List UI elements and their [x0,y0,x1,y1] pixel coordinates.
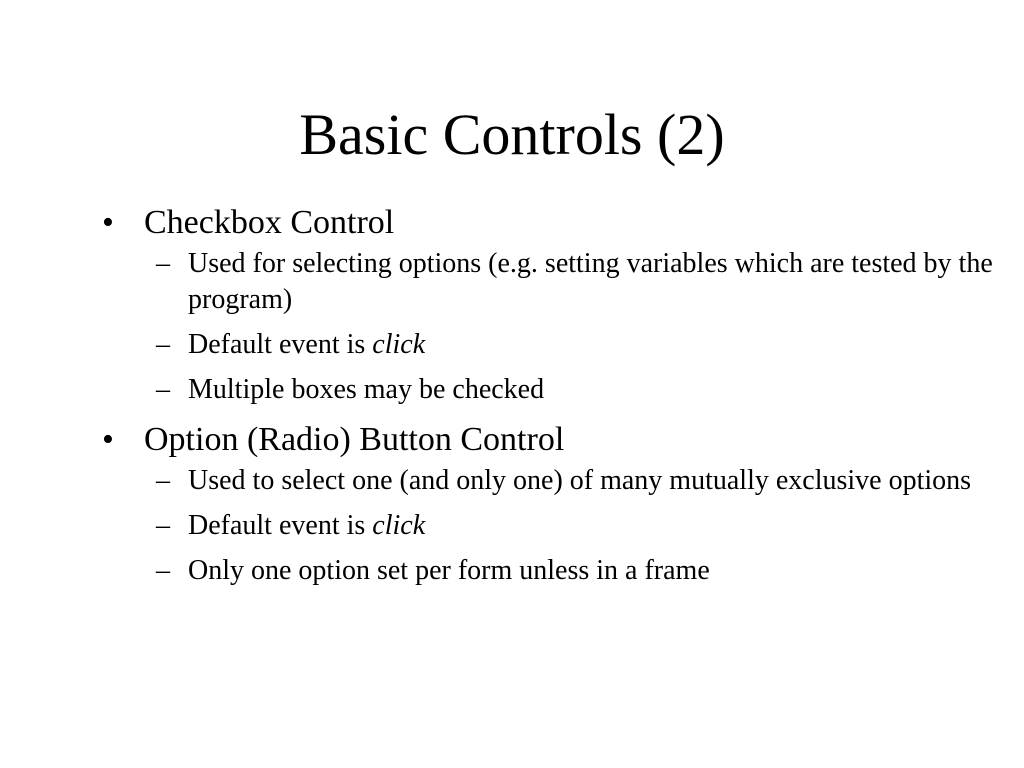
bullet-item-option-button-control [100,417,1000,589]
dash-marker: – [156,510,170,541]
sub-bullet-text [188,510,425,541]
sub-bullet-text [188,329,425,360]
sub-bullet-text: Used to select one (and only one) of many mutually exclusive options [188,465,972,496]
sub-bullet-prefix: Default event is [188,329,373,360]
sub-bullet-prefix: Default event is [188,510,373,541]
sub-bullet-item [100,553,1000,589]
bullet-text: Option (Radio) Button Control [144,421,565,458]
dash-marker: – [156,555,170,586]
bullet-marker: • [102,421,114,458]
bullet-list [100,200,1000,598]
sub-bullet-list [100,246,1000,408]
sub-bullet-text: Only one option set per form unless in a frame [188,555,710,586]
bullet-text: Checkbox Control [144,204,395,241]
sub-bullet-emphasis: click [372,329,426,360]
bullet-line [100,417,1000,463]
sub-bullet-list [100,463,1000,589]
bullet-marker: • [102,204,114,241]
dash-marker: – [156,329,170,360]
sub-bullet-text: Used for selecting options (e.g. setting variables which are tested by the program) [188,248,993,315]
sub-bullet-item [100,463,1000,499]
sub-bullet-item [100,327,1000,363]
sub-bullet-text: Multiple boxes may be checked [188,374,545,405]
bullet-line [100,200,1000,246]
bullet-item-checkbox-control [100,200,1000,408]
sub-bullet-item [100,372,1000,408]
dash-marker: – [156,248,170,279]
slide-title: Basic Controls (2) [299,102,725,167]
dash-marker: – [156,465,170,496]
sub-bullet-emphasis: click [372,510,426,541]
sub-bullet-item [100,508,1000,544]
dash-marker: – [156,374,170,405]
sub-bullet-item [100,246,1000,318]
